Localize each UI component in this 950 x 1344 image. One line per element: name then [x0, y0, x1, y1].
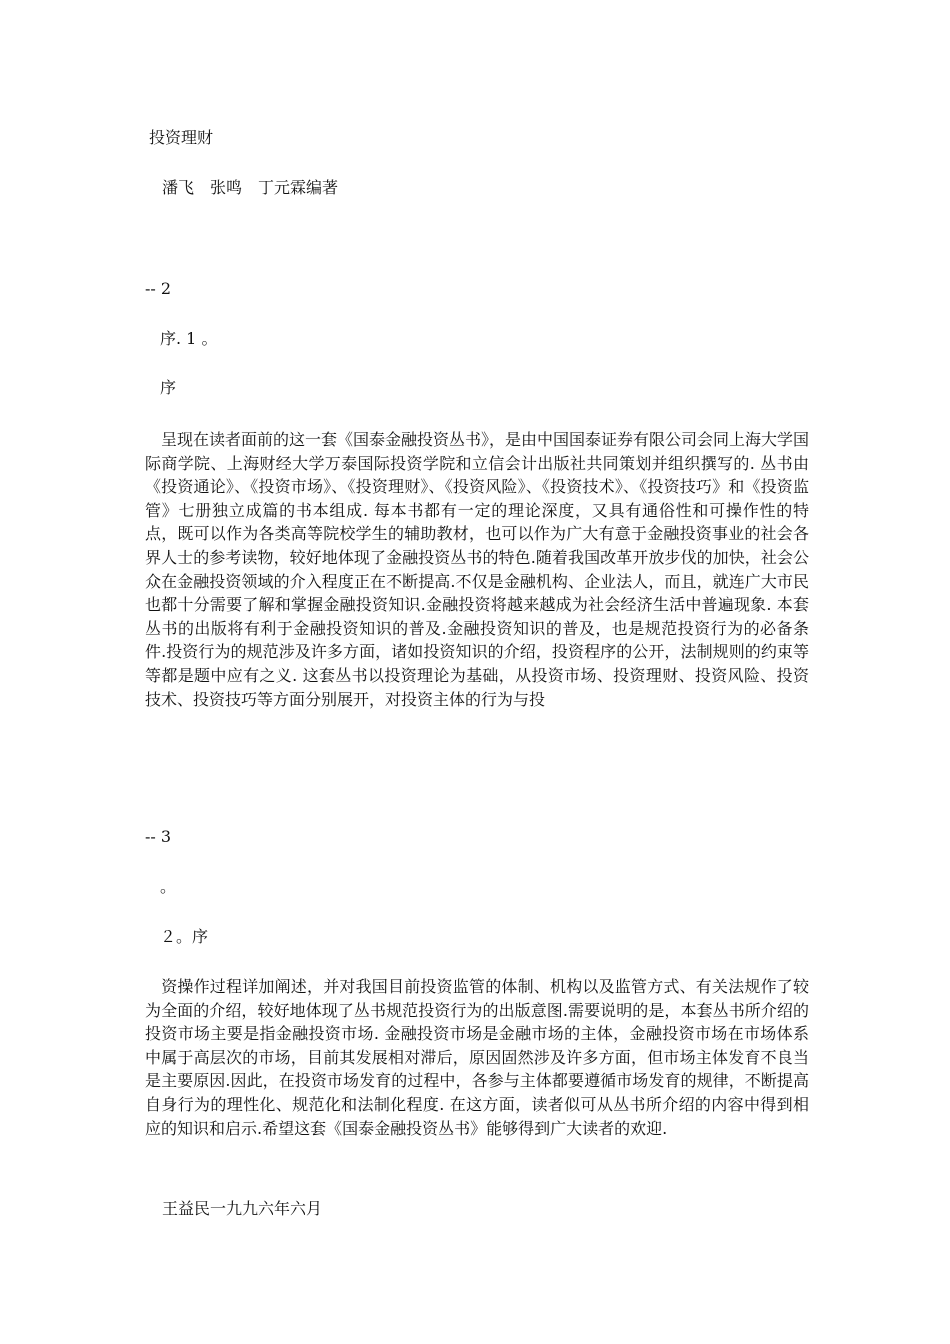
book-authors: 潘飞 张鸣 丁元霖编著 [162, 178, 339, 197]
page-3-dot: 。 [160, 877, 177, 896]
preface-signature: 王益民一九九六年六月 [162, 1199, 323, 1218]
book-title: 投资理财 [149, 128, 214, 147]
page-2-header: 序. 1 。 [160, 329, 218, 348]
page-marker-3: -- 3 [145, 827, 172, 846]
preface-paragraph-1: 呈现在读者面前的这一套《国泰金融投资丛书》，是由中国国泰证券有限公司会同上海大学国际商学院、上海财经大学万泰国际投资学院和立信会计出版社共同策划并组织撰写的. 丛书由《投资通论》、《投资市场》、《投资理财》、《投资风险》、《投资技术》、《投资技巧》和《投资监管》七册独立成篇的书本组成. 每本书都有一定的理论深度，又具有通俗性和可操作性的特点，既可以作为各类高等院校学生的辅助教材，也可以作为广大有意于金融投资事业的社会各界人士的参考读物，较好地体现了金融投资丛书的特色.随着我国改革开放步伐的加快，社会公众在金融投资领域的介入程度正在不断提高.不仅是金融机构、企业法人，而且，就连广大市民也都十分需要了解和掌握金融投资知识.金融投资将越来越成为社会经济生活中普遍现象. 本套丛书的出版将有利于金融投资知识的普及.金融投资知识的普及，也是规范投资行为的必备条件.投资行为的规范涉及许多方面，诸如投资知识的介绍，投资程序的公开，法制规则的约束等等都是题中应有之义. 这套丛书以投资理论为基础，从投资市场、投资理财、投资风险、投资技术、投资技巧等方面分别展开，对投资主体的行为与投 [145, 430, 810, 709]
preface-heading: 序 [160, 378, 177, 397]
preface-paragraph-2: 资操作过程详加阐述，并对我国目前投资监管的体制、机构以及监管方式、有关法规作了较为全面的介绍，较好地体现了丛书规范投资行为的出版意图.需要说明的是，本套丛书所介绍的投资市场主要是指金融投资市场. 金融投资市场是金融市场的主体，金融投资市场在市场体系中属于高层次的市场，目前其发展相对滞后，原因固然涉及许多方面，但市场主体发育不良当是主要原因.因此，在投资市场发育的过程中，各参与主体都要遵循市场发育的规律，不断提高自身行为的理性化、规范化和法制化程度. 在这方面，读者似可从丛书所介绍的内容中得到相应的知识和启示.希望这套《国泰金融投资丛书》能够得到广大读者的欢迎. [145, 977, 809, 1138]
page-marker-2: -- 2 [145, 279, 172, 298]
page-3-header: ２。序 [160, 927, 209, 946]
